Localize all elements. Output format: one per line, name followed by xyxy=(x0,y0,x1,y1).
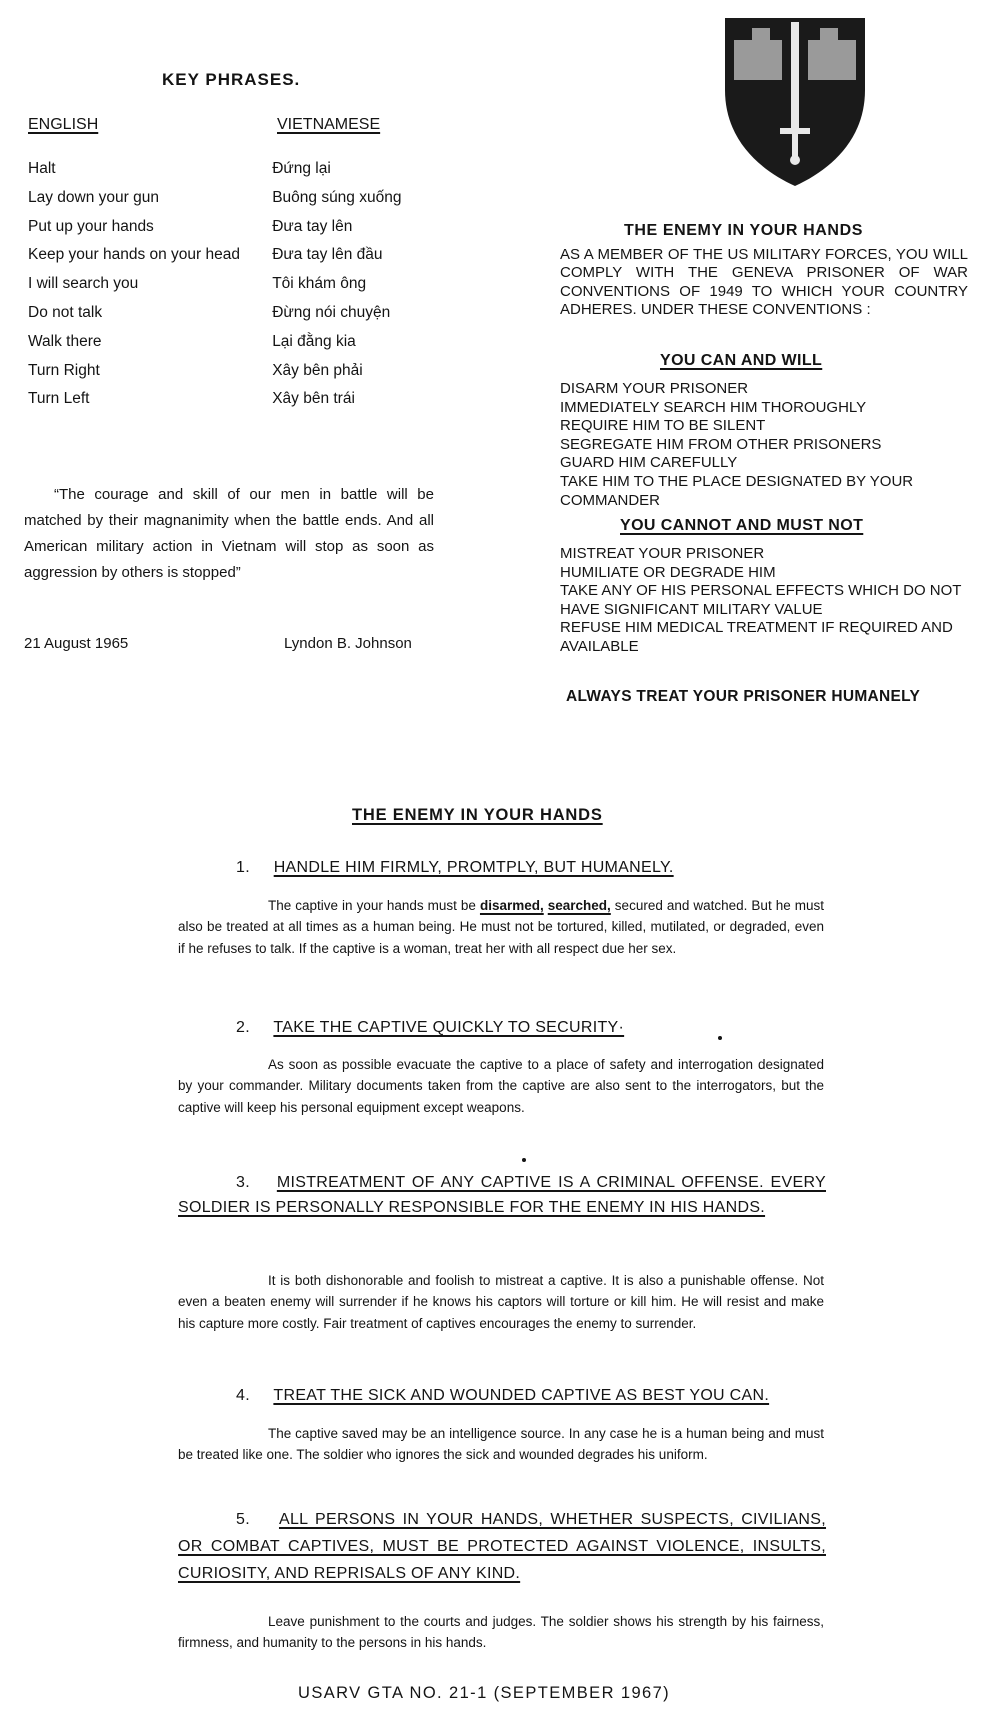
list-item: MISTREAT YOUR PRISONER xyxy=(560,545,765,562)
list-item: SEGREGATE HIM FROM OTHER PRISONERS xyxy=(560,435,882,453)
lower-section-title: THE ENEMY IN YOUR HANDS xyxy=(352,806,603,824)
phrase-english: Halt xyxy=(28,160,56,177)
always-treat-humanely: ALWAYS TREAT YOUR PRISONER HUMANELY xyxy=(566,688,921,705)
document-footer: USARV GTA NO. 21-1 (SEPTEMBER 1967) xyxy=(298,1684,671,1702)
phrase-english: Turn Left xyxy=(28,390,90,408)
section-heading-text: HANDLE HIM FIRMLY, PROMTPLY, BUT HUMANELY. xyxy=(273,859,674,876)
section-5-heading xyxy=(178,1506,826,1587)
section-2-body xyxy=(178,1054,824,1118)
list-item: HUMILIATE OR DEGRADE HIM xyxy=(560,563,776,581)
phrase-row xyxy=(28,160,448,189)
cannot-and-must-not-list xyxy=(560,545,970,657)
key-phrases-title: KEY PHRASES. xyxy=(162,70,301,89)
phrase-vietnamese: Đứng lại xyxy=(272,160,331,177)
phrase-english: I will search you xyxy=(28,275,139,293)
phrase-list xyxy=(28,160,448,419)
phrase-english: Do not talk xyxy=(28,303,103,321)
conventions-title: THE ENEMY IN YOUR HANDS xyxy=(624,222,864,239)
section-3-heading xyxy=(178,1170,826,1220)
phrase-row xyxy=(28,189,448,218)
phrase-vietnamese: Đừng nói chuyện xyxy=(272,303,391,321)
list-item: REFUSE HIM MEDICAL TREATMENT IF REQUIRED AND AVAILABLE xyxy=(560,619,953,655)
section-4-body xyxy=(178,1423,824,1466)
section-heading-text: ALL PERSONS IN YOUR HANDS, WHETHER SUSPECTS, CIVILIANS, OR COMBAT CAPTIVES, MUST BE PROTECTED AGAINST VIOLENCE, INSULTS, CURIOSITY, AND REPRISALS OF ANY KIND. xyxy=(178,1511,827,1582)
print-speck xyxy=(522,1158,526,1162)
conventions-intro: AS A MEMBER OF THE US MILITARY FORCES, YOU WILL COMPLY WITH THE GENEVA PRISONER OF WAR CONVENTIONS OF 1949 TO WHICH YOUR COUNTRY ADHERES. UNDER THESE CONVENTIONS : xyxy=(560,246,968,318)
vietnamese-column-header: VIETNAMESE xyxy=(277,116,381,133)
emphasis-searched: searched, xyxy=(547,898,611,913)
body-text: The captive in your hands must be xyxy=(268,898,480,913)
section-number: 5. xyxy=(236,1511,250,1528)
phrase-row xyxy=(28,362,448,391)
phrase-english: Put up your hands xyxy=(28,217,154,235)
phrase-english: Lay down your gun xyxy=(28,188,159,206)
english-column-header: ENGLISH xyxy=(28,116,99,133)
body-text: It is both dishonorable and foolish to mistreat a captive. It is also a punishable offense. Not even a beaten enemy will surrender if he knows his captors will torture or kill him. He will resist and make his capture more costly. Fair treatment of captives encourages the enemy to surrender. xyxy=(178,1273,824,1331)
phrase-row xyxy=(28,304,448,333)
section-5-body xyxy=(178,1611,824,1654)
presidential-quote: “The courage and skill of our men in battle will be matched by their magnanimity when the battle ends. And all American military action in Vietnam will stop as soon as aggression by others is stopped” xyxy=(24,486,434,581)
can-and-will-list xyxy=(560,380,968,510)
phrase-row xyxy=(28,390,448,419)
phrase-row xyxy=(28,246,448,275)
phrase-vietnamese: Tôi khám ông xyxy=(272,275,367,293)
section-number: 2. xyxy=(236,1019,250,1036)
section-3-body xyxy=(178,1270,824,1334)
phrase-row xyxy=(28,275,448,304)
phrase-english: Walk there xyxy=(28,332,102,350)
phrase-row xyxy=(28,218,448,247)
phrase-vietnamese: Lại đằng kia xyxy=(272,332,356,350)
print-speck xyxy=(718,1036,722,1040)
phrase-vietnamese: Buông súng xuống xyxy=(272,188,402,206)
section-number: 4. xyxy=(236,1387,250,1404)
section-1-heading xyxy=(236,855,674,880)
quote-author: Lyndon B. Johnson xyxy=(284,635,412,652)
list-item: IMMEDIATELY SEARCH HIM THOROUGHLY xyxy=(560,398,867,416)
phrase-vietnamese: Xây bên trái xyxy=(272,390,355,408)
body-text: As soon as possible evacuate the captive to a place of safety and interrogation designated by your commander. Military documents taken from the captive are also sent to the interrogators, but the captive will keep his personal equipment except weapons. xyxy=(178,1057,824,1115)
macv-shield-insignia-icon xyxy=(720,10,870,190)
emphasis-disarmed: disarmed, xyxy=(479,898,544,913)
section-2-heading xyxy=(236,1015,624,1040)
phrase-english: Keep your hands on your head xyxy=(28,246,240,264)
cannot-and-must-not-heading: YOU CANNOT AND MUST NOT xyxy=(620,517,864,534)
list-item: TAKE HIM TO THE PLACE DESIGNATED BY YOUR COMMANDER xyxy=(560,472,914,509)
phrase-row xyxy=(28,333,448,362)
section-4-heading xyxy=(236,1383,769,1408)
body-text: Leave punishment to the courts and judges. The soldier shows his strength by his fairness, firmness, and humanity to the persons in his hands. xyxy=(178,1614,824,1651)
quote-date: 21 August 1965 xyxy=(24,635,129,652)
list-item: GUARD HIM CAREFULLY xyxy=(560,454,738,472)
section-heading-text: TAKE THE CAPTIVE QUICKLY TO SECURITY· xyxy=(273,1019,625,1036)
section-heading-text: TREAT THE SICK AND WOUNDED CAPTIVE AS BEST YOU CAN. xyxy=(273,1387,770,1404)
body-text: The captive saved may be an intelligence source. In any case he is a human being and must be treated like one. The soldier who ignores the sick and wounded degrades his uniform. xyxy=(178,1426,824,1463)
list-item: TAKE ANY OF HIS PERSONAL EFFECTS WHICH DO NOT HAVE SIGNIFICANT MILITARY VALUE xyxy=(560,582,962,618)
section-number: 1. xyxy=(236,859,250,876)
list-item: REQUIRE HIM TO BE SILENT xyxy=(560,417,766,435)
section-number: 3. xyxy=(236,1174,250,1191)
phrase-english: Turn Right xyxy=(28,361,100,379)
body-text: secured and watched. But he must also be treated at all times as a human being. He must not be tortured, killed, mutilated, or degraded, even if he refuses to talk. If the captive is a woman, treat her with all respect due her sex. xyxy=(178,898,824,956)
phrase-vietnamese: Đưa tay lên đầu xyxy=(272,246,383,264)
list-item: DISARM YOUR PRISONER xyxy=(560,380,749,397)
phrase-vietnamese: Xây bên phải xyxy=(272,361,363,379)
section-heading-text: MISTREATMENT OF ANY CAPTIVE IS A CRIMINAL OFFENSE. EVERY SOLDIER IS PERSONALLY RESPONSIBLE FOR THE ENEMY IN HIS HANDS. xyxy=(178,1174,826,1216)
can-and-will-heading: YOU CAN AND WILL xyxy=(660,352,823,369)
section-1-body xyxy=(178,895,824,959)
phrase-vietnamese: Đưa tay lên xyxy=(272,217,353,235)
